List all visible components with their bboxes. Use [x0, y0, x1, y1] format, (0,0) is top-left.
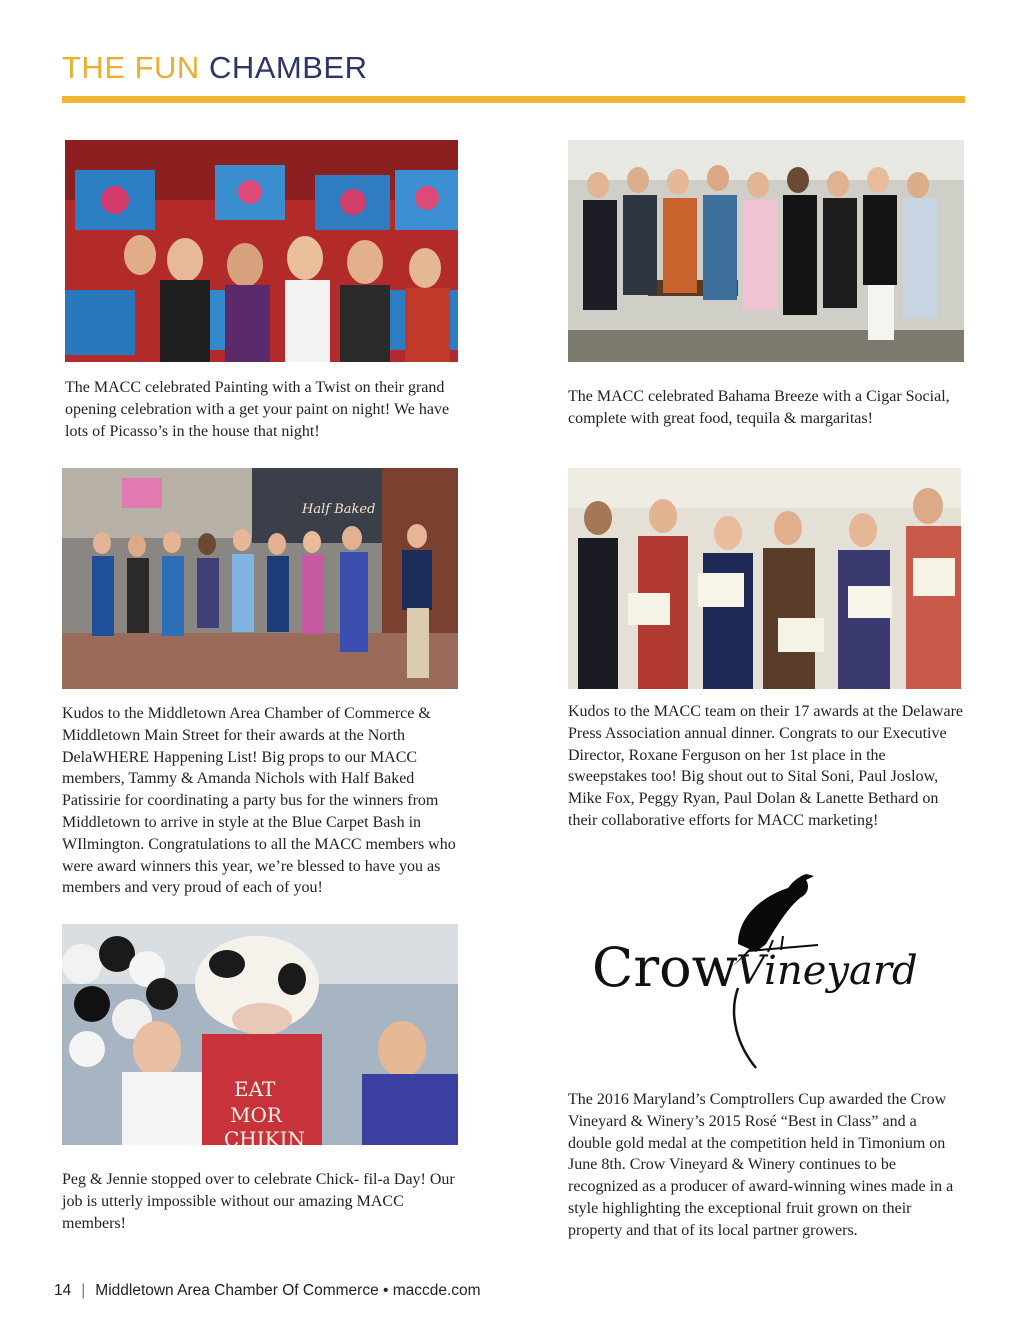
photo-bahama-breeze [568, 140, 964, 362]
caption-half-baked-party: Kudos to the Middletown Area Chamber of Commerce & Middletown Main Street for their awards at the North DelaWHERE Happening List! Big props to our MACC members, Tammy & Amanda Nichols with Half Baked Patissirie for coordinating a party bus for the winners from Middletown to arrive in style at the Blue Carpet Bash in WIlmington. Congratulations to all the MACC members who were award winners this year, we’re blessed to have you as members and very proud of each of you! [62, 705, 456, 897]
footer-publication: Middletown Area Chamber Of Commerce • maccde.com [95, 1282, 481, 1299]
mascot-shirt-line-2: MOR [230, 1103, 282, 1127]
page-number: 14 [54, 1282, 72, 1299]
caption-bahama-breeze: The MACC celebrated Bahama Breeze with a Cigar Social, complete with great food, tequila & margaritas! [568, 388, 950, 427]
photo-press-awards [568, 468, 961, 689]
page-title [62, 50, 367, 86]
caption-painting-with-a-twist: The MACC celebrated Painting with a Twist on their grand opening celebration with a get your paint on night! We have lots of Picasso’s in the house that night! [65, 379, 450, 440]
caption-press-awards: Kudos to the MACC team on their 17 awards at the Delaware Press Association annual dinner. Congrats to our Executive Director, Roxane Ferguson on her 1st place in the sweepstakes too! Big shout out to Sital Soni, Paul Joslow, Mike Fox, Peggy Ryan, Paul Dolan & Lanette Bethard on their collaborative efforts for MACC marketing! [568, 703, 964, 829]
mascot-shirt-line-1: EAT [234, 1077, 276, 1101]
photo-painting-with-a-twist [65, 140, 458, 362]
logo-text-crow: Crow [592, 936, 738, 999]
logo-text-vineyard: Vineyard [736, 948, 918, 994]
crow-vineyard-logo [588, 866, 950, 1078]
caption-crow-vineyard: The 2016 Maryland’s Comptrollers Cup awarded the Crow Vineyard & Winery’s 2015 Rosé “Best in Class” and a double gold medal at the competition held in Timonium on June 8th. Crow Vineyard & Winery continues to be recognized as a producer of award-winning wines made in a style highlighting the exceptional fruit grown on their property and that of its local partner growers. [568, 1091, 954, 1239]
title-part-fun: THE FUN [62, 50, 200, 85]
mascot-shirt-line-3: CHIKIN [224, 1127, 305, 1145]
photo-chick-fil-a-day [62, 924, 458, 1145]
photo-half-baked-party [62, 468, 458, 689]
footer-separator: | [81, 1282, 86, 1299]
bakery-sign-text: Half Baked [302, 502, 376, 517]
caption-chick-fil-a-day: Peg & Jennie stopped over to celebrate Chick- fil-a Day! Our job is utterly impossible without our amazing MACC members! [62, 1171, 455, 1232]
title-rule [62, 96, 965, 103]
page-footer [54, 1282, 481, 1300]
title-part-chamber: CHAMBER [208, 50, 368, 85]
